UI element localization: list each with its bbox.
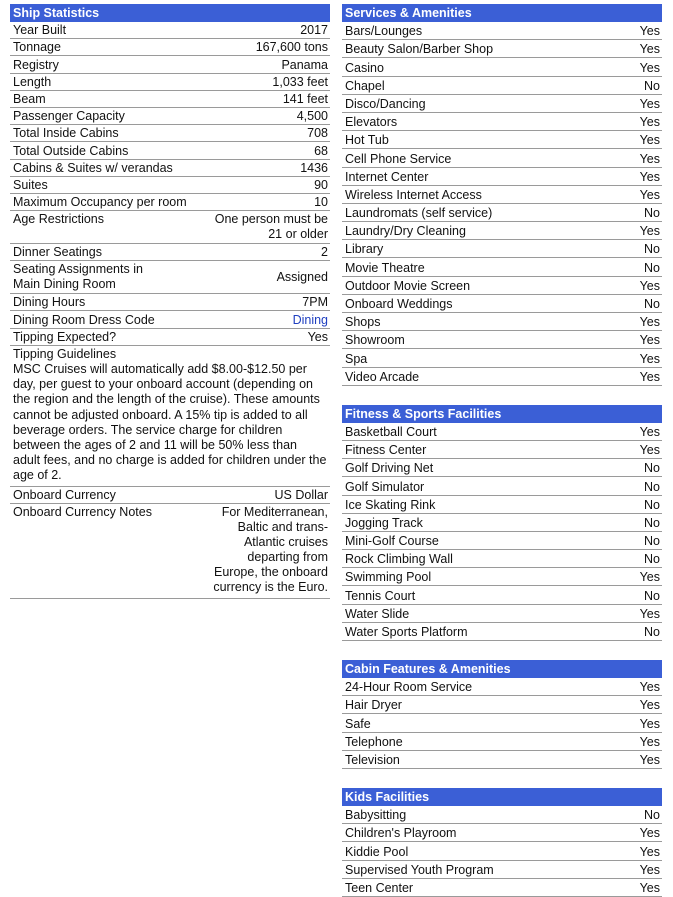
row-value: No (644, 808, 660, 823)
table-row (10, 244, 330, 261)
row-label: Ice Skating Rink (345, 497, 436, 512)
row-value: Yes (639, 96, 660, 111)
row-label: Beam (13, 91, 46, 106)
table-row (10, 142, 330, 159)
row-value: No (644, 588, 660, 603)
table-row (342, 623, 662, 641)
row-value: No (644, 297, 660, 311)
row-value: Yes (307, 329, 328, 344)
row-value: 90 (314, 177, 328, 192)
section-header-kids: Kids Facilities (342, 788, 662, 806)
fitness-list (342, 423, 662, 641)
table-row (342, 696, 662, 714)
row-label: Mini-Golf Course (345, 534, 439, 549)
row-label: Dinner Seatings (13, 245, 102, 260)
row-label: Maximum Occupancy per room (13, 195, 187, 210)
kids-list (342, 806, 662, 897)
row-value: 1436 (300, 160, 328, 175)
row-value: 68 (314, 143, 328, 158)
row-label: Shops (345, 315, 381, 330)
row-value: Yes (639, 278, 660, 293)
row-label: Total Outside Cabins (13, 143, 129, 158)
tipping-guidelines (10, 346, 330, 487)
row-label: Disco/Dancing (345, 96, 426, 111)
row-label: Rock Climbing Wall (345, 552, 453, 567)
row-label: Golf Simulator (345, 479, 425, 494)
row-label: Swimming Pool (345, 570, 432, 585)
row-value: 2 (321, 245, 328, 260)
row-label: Water Slide (345, 606, 410, 621)
row-value: Yes (639, 369, 660, 384)
row-label: Length (13, 74, 52, 89)
table-row (10, 311, 330, 328)
row-label: Wireless Internet Access (345, 187, 482, 202)
row-label: Supervised Youth Program (345, 862, 494, 877)
row-value: Yes (639, 862, 660, 877)
cabin-list (342, 678, 662, 769)
table-row (342, 733, 662, 751)
table-row (342, 678, 662, 696)
row-label: Hot Tub (345, 133, 389, 148)
row-label: Beauty Salon/Barber Shop (345, 42, 494, 57)
row-value: Yes (639, 315, 660, 330)
table-row (342, 222, 662, 240)
table-row (10, 160, 330, 177)
row-label: Dining Hours (13, 295, 86, 310)
table-row (342, 423, 662, 441)
row-value: No (644, 625, 660, 639)
row-value: Yes (639, 570, 660, 585)
table-row (342, 441, 662, 459)
row-value: No (644, 479, 660, 494)
table-row (10, 261, 330, 294)
table-row (342, 22, 662, 40)
row-value: Yes (639, 680, 660, 695)
row-value: 708 (307, 126, 328, 141)
row-value: No (644, 515, 660, 530)
row-label: Onboard Currency (13, 487, 116, 502)
table-row (342, 861, 662, 879)
table-row (10, 504, 330, 599)
row-value: Yes (639, 42, 660, 57)
row-label: Cabins & Suites w/ verandas (13, 160, 173, 175)
table-row (10, 125, 330, 142)
table-row (10, 39, 330, 56)
row-label: Bars/Lounges (345, 24, 423, 39)
row-label: Elevators (345, 115, 398, 130)
row-label: Tonnage (13, 40, 61, 55)
row-value: Yes (639, 187, 660, 202)
table-row (342, 550, 662, 568)
row-label: Cell Phone Service (345, 151, 452, 166)
row-value: Yes (639, 224, 660, 239)
table-row (342, 586, 662, 604)
row-value: Yes (639, 351, 660, 366)
table-row (342, 313, 662, 331)
row-value: Assigned (276, 269, 328, 284)
row-label: Internet Center (345, 169, 429, 184)
row-value: No (644, 242, 660, 257)
table-row (10, 74, 330, 91)
row-value: No (644, 78, 660, 93)
row-label: Fitness Center (345, 443, 427, 458)
table-row (10, 177, 330, 194)
table-row (342, 277, 662, 295)
table-row (10, 211, 330, 244)
table-row (10, 22, 330, 39)
row-value: Yes (639, 752, 660, 767)
section-header-services: Services & Amenities (342, 4, 662, 22)
row-label: Year Built (13, 23, 67, 38)
row-label: Total Inside Cabins (13, 126, 119, 141)
table-row (342, 331, 662, 349)
row-label: Hair Dryer (345, 698, 402, 713)
row-value: Yes (639, 880, 660, 895)
table-row (342, 368, 662, 386)
table-row (342, 477, 662, 495)
row-label: Dining Room Dress Code (13, 312, 155, 327)
row-label: Tennis Court (345, 588, 416, 603)
row-label: Kiddie Pool (345, 844, 409, 859)
table-row (342, 842, 662, 860)
row-label: Teen Center (345, 880, 414, 895)
table-row (10, 56, 330, 73)
row-value: Yes (639, 698, 660, 713)
table-row (342, 568, 662, 586)
row-value: Yes (639, 169, 660, 184)
row-label: Safe (345, 716, 371, 731)
table-row (342, 58, 662, 76)
row-value: Yes (639, 734, 660, 749)
table-row (342, 295, 662, 313)
row-value: Yes (639, 844, 660, 859)
row-value: US Dollar (274, 487, 328, 502)
row-label: Video Arcade (345, 369, 420, 384)
tipping-guidelines-title: Tipping Guidelines (13, 346, 117, 361)
table-row (10, 108, 330, 125)
row-label: Onboard Currency Notes (13, 504, 152, 519)
row-label: Outdoor Movie Screen (345, 278, 471, 293)
section-header-ship-statistics: Ship Statistics (10, 4, 330, 22)
row-value: 10 (314, 195, 328, 210)
row-label: Laundry/Dry Cleaning (345, 224, 466, 239)
row-value: 7PM (302, 295, 328, 310)
row-value: No (644, 461, 660, 476)
services-list (342, 22, 662, 386)
dress-code-link[interactable]: Dining (292, 312, 328, 327)
row-label: Water Sports Platform (345, 625, 468, 639)
table-row (10, 194, 330, 211)
table-row (10, 487, 330, 504)
table-row (342, 824, 662, 842)
table-row (342, 40, 662, 58)
row-label: Spa (345, 351, 368, 366)
table-row (342, 186, 662, 204)
row-label: Library (345, 242, 384, 257)
row-value: Yes (639, 333, 660, 348)
tipping-guidelines-text: MSC Cruises will automatically add $8.00-$12.50 per day, per guest to your onboard account (depending on the region and the length of the cruise). These amounts cannot be adjusted onboard. A 15% tip is added to all beverage orders. The service charge for children between the ages of 2 and 11 will be 50% less than adult fees, and no charge is added for children under the age of 2. (13, 362, 327, 483)
section-header-fitness: Fitness & Sports Facilities (342, 405, 662, 423)
row-value: No (644, 534, 660, 549)
row-value: 1,033 feet (272, 74, 328, 89)
row-label: Seating Assignments in Main Dining Room (13, 262, 143, 292)
row-value: No (644, 260, 660, 275)
table-row (342, 751, 662, 769)
row-value: Yes (639, 115, 660, 130)
row-label: Golf Driving Net (345, 461, 434, 476)
row-label: Children's Playroom (345, 826, 457, 841)
row-value: Yes (639, 716, 660, 731)
row-label: Showroom (345, 333, 405, 348)
table-row (342, 258, 662, 276)
row-value: No (644, 206, 660, 221)
row-label: Babysitting (345, 808, 407, 823)
table-row (10, 294, 330, 311)
row-value: Yes (639, 133, 660, 148)
row-label: Telephone (345, 734, 403, 749)
row-value: 167,600 tons (255, 40, 328, 55)
row-label: Registry (13, 57, 59, 72)
table-row (342, 131, 662, 149)
row-value: Yes (639, 424, 660, 439)
table-row (342, 204, 662, 222)
row-value: No (644, 552, 660, 567)
row-label: Age Restrictions (13, 212, 105, 227)
row-label: Laundromats (self service) (345, 206, 493, 221)
amenities-panel (342, 4, 662, 897)
section-header-cabin: Cabin Features & Amenities (342, 660, 662, 678)
table-row (342, 879, 662, 897)
table-row (342, 605, 662, 623)
row-value: Yes (639, 826, 660, 841)
table-row (342, 349, 662, 367)
table-row (342, 77, 662, 95)
row-value: Panama (281, 57, 328, 72)
row-label: Jogging Track (345, 515, 423, 530)
table-row (342, 168, 662, 186)
table-row (342, 149, 662, 167)
row-value: 141 feet (282, 91, 328, 106)
table-row (342, 95, 662, 113)
row-label: Chapel (345, 78, 385, 93)
row-value: For Mediterranean, Baltic and trans-Atlantic cruises departing from Europe, the onboard currency is the Euro. (213, 504, 328, 594)
table-row (342, 714, 662, 732)
table-row (10, 91, 330, 108)
row-value: One person must be 21 or older (214, 212, 328, 242)
table-row (10, 329, 330, 346)
table-row (342, 459, 662, 477)
row-label: Passenger Capacity (13, 109, 125, 124)
row-label: Basketball Court (345, 424, 437, 439)
row-label: Suites (13, 177, 48, 192)
row-label: 24-Hour Room Service (345, 680, 473, 695)
row-label: Onboard Weddings (345, 297, 453, 311)
row-value: Yes (639, 443, 660, 458)
row-value: Yes (639, 60, 660, 75)
table-row (342, 532, 662, 550)
row-label: Movie Theatre (345, 260, 425, 275)
row-label: Tipping Expected? (13, 329, 117, 344)
row-value: Yes (639, 151, 660, 166)
table-row (342, 240, 662, 258)
table-row (342, 514, 662, 532)
row-value: 4,500 (296, 109, 328, 124)
ship-statistics-panel (10, 4, 330, 599)
row-label: Casino (345, 60, 384, 75)
row-value: Yes (639, 24, 660, 39)
row-value: Yes (639, 606, 660, 621)
row-value: No (644, 497, 660, 512)
table-row (342, 496, 662, 514)
row-value: 2017 (300, 23, 328, 38)
row-label: Television (345, 752, 400, 767)
table-row (342, 806, 662, 824)
table-row (342, 113, 662, 131)
